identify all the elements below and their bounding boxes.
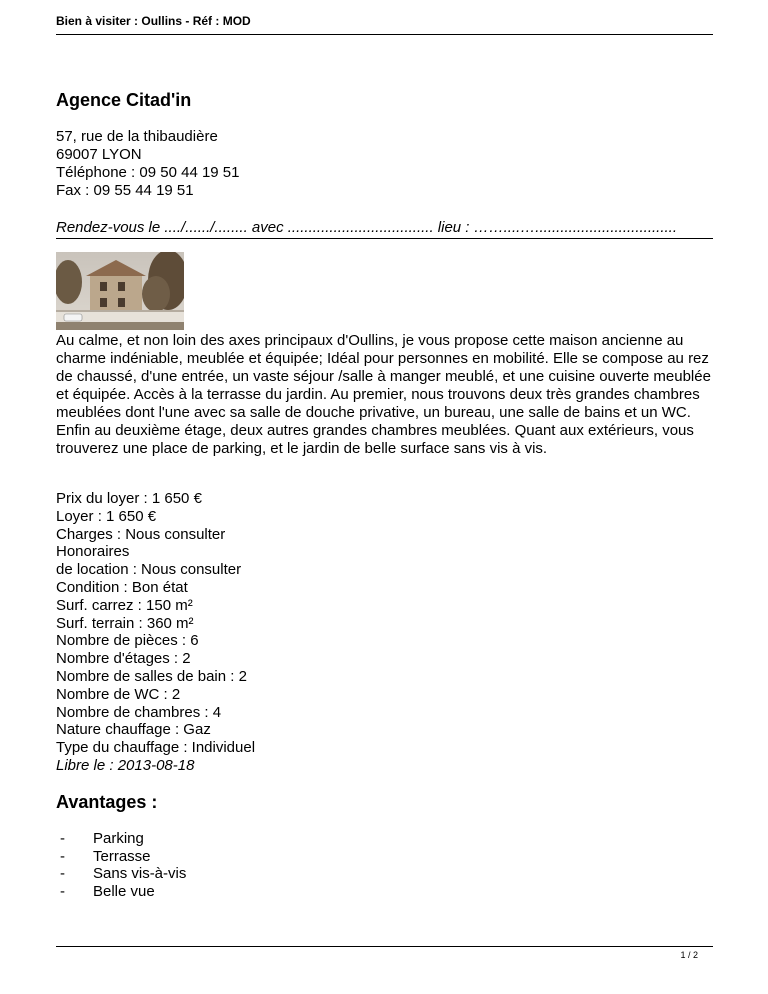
address-street: 57, rue de la thibaudière (56, 128, 218, 145)
address-city: 69007 LYON (56, 146, 142, 163)
agency-name: Agence Citad'in (56, 90, 192, 110)
footer-rule (56, 946, 713, 947)
detail-surface-carrez: Surf. carrez : 150 m² (56, 596, 193, 614)
property-details (56, 490, 255, 775)
house-photo-icon (56, 252, 184, 330)
detail-land-surface: Surf. terrain : 360 m² (56, 614, 194, 632)
detail-heating-type: Type du chauffage : Individuel (56, 739, 256, 757)
agency-address (56, 128, 240, 200)
document-header: Bien à visiter : Oullins - Réf : MOD (56, 14, 713, 35)
dash-bullet: - (60, 882, 65, 900)
detail-available-date: Libre le : 2013-08-18 (56, 756, 195, 774)
detail-heating-nature: Nature chauffage : Gaz (56, 721, 211, 739)
agency-fax: Fax : 09 55 44 19 51 (56, 182, 194, 199)
dash-bullet: - (60, 865, 65, 883)
detail-wc: Nombre de WC : 2 (56, 685, 181, 703)
detail-rent-price: Prix du loyer : 1 650 € (56, 490, 202, 507)
detail-fees-label: Honoraires (56, 543, 130, 561)
list-item: - Belle vue (60, 882, 155, 900)
appointment-line: Rendez-vous le ..../....../........ avec ................................... lieu : ……....….................................. (56, 219, 713, 239)
detail-charges: Charges : Nous consulter (56, 525, 226, 543)
dash-bullet: - (60, 847, 65, 865)
detail-rent: Loyer : 1 650 € (56, 507, 157, 525)
list-item: - Sans vis-à-vis (60, 865, 187, 883)
detail-bedrooms: Nombre de chambres : 4 (56, 703, 222, 721)
list-item: - Terrasse (60, 847, 151, 865)
detail-rooms: Nombre de pièces : 6 (56, 632, 199, 650)
advantages-list (60, 830, 186, 900)
detail-floors: Nombre d'étages : 2 (56, 650, 191, 668)
dash-bullet: - (60, 830, 65, 847)
property-description: Au calme, et non loin des axes principaux d'Oullins, je vous propose cette maison ancienne au charme indéniable, meublée et équipée; Idéal pour personnes en mobilité. Elle se compose au rez de chaussé, d'une entrée, un vaste séjour /salle à manger meublé, et une cuisine ouverte meublée et équipée. Accès à la terrasse du jardin. Au premier, nous trouvons deux très grandes chambres meublées dont l'une avec sa salle de douche privative, un bureau, une salle de bains et un WC. Enfin au deuxième étage, deux autres grandes chambres meublées. Quant aux extérieurs, vous trouverez une place de parking, et le jardin de belle surface sans vis à vis. (56, 332, 711, 457)
detail-bathrooms: Nombre de salles de bain : 2 (56, 667, 247, 685)
detail-condition: Condition : Bon état (56, 578, 188, 596)
advantages-title: Avantages : (56, 792, 158, 812)
list-item: - Parking (60, 830, 144, 847)
agency-phone: Téléphone : 09 50 44 19 51 (56, 164, 240, 181)
detail-fees: de location : Nous consulter (56, 561, 242, 579)
page-number: 1 / 2 (680, 950, 698, 960)
